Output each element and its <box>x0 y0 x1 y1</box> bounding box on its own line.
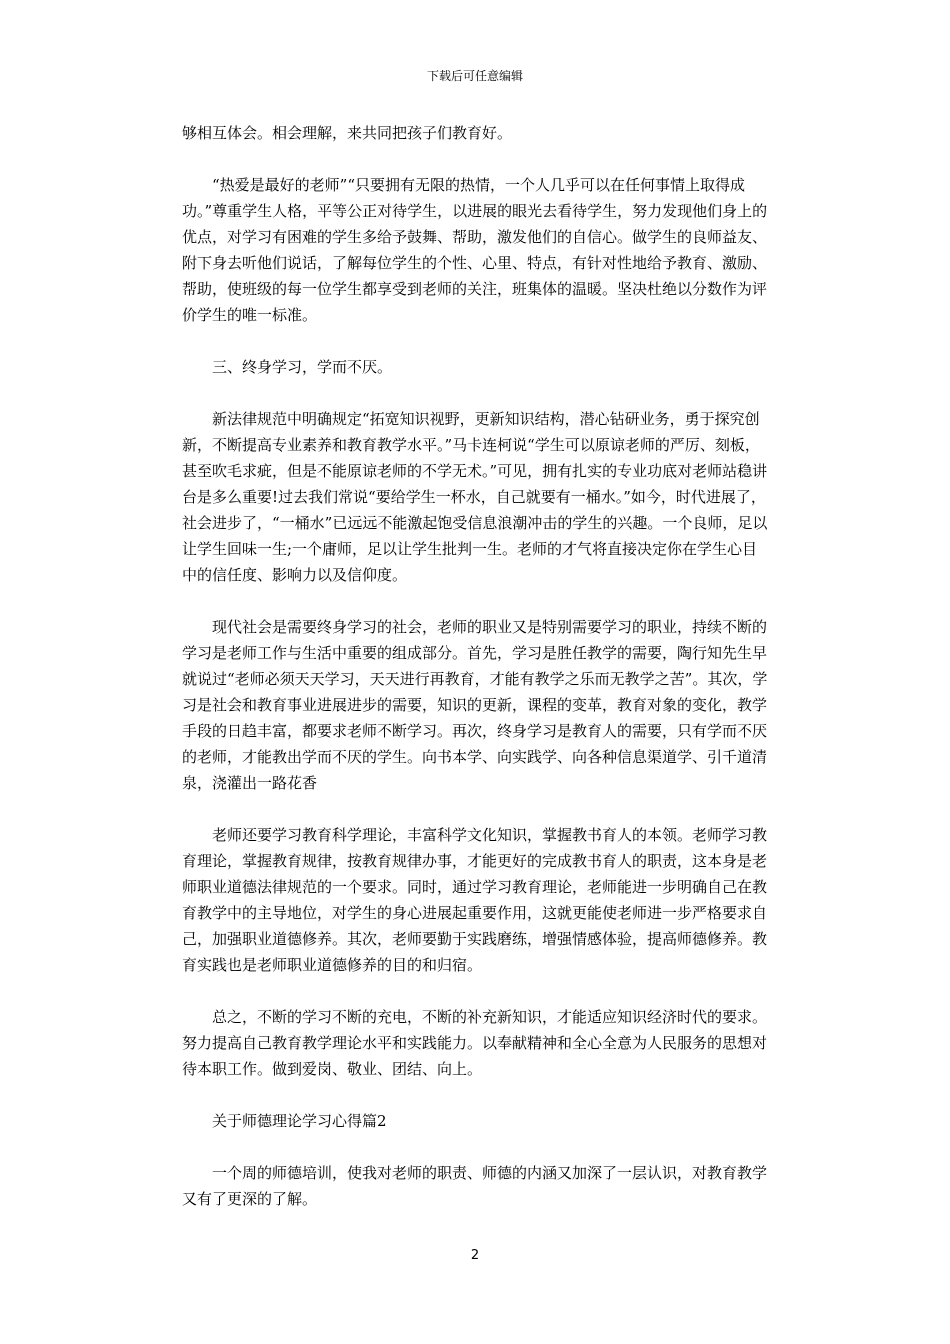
paragraph-4: 新法律规范中明确规定“拓宽知识视野，更新知识结构，潜心钻研业务，勇于探究创新，不断提高专业素养和教育教学水平。”马卡连柯说“学生可以原谅老师的严厉、刻板，甚至吹毛求疵，但是不能原谅老师的不学无术。”可见，拥有扎实的专业功底对老师站稳讲台是多么重要!过去我们常说“要给学生一杯水，自己就要有一桶水。”如今，时代进展了，社会进步了，“一桶水”已远远不能激起饱受信息浪潮冲击的学生的兴趣。一个良师，足以让学生回味一生;一个庸师，足以让学生批判一生。老师的才气将直接决定你在学生心目中的信任度、影响力以及信仰度。 <box>182 410 768 584</box>
page-number: 2 <box>470 1248 480 1263</box>
paragraph-1: 够相互体会。相会理解，来共同把孩子们教育好。 <box>182 124 513 142</box>
paragraph-6: 老师还要学习教育科学理论，丰富科学文化知识，掌握教书育人的本领。老师学习教育理论，掌握教育规律，按教育规律办事，才能更好的完成教书育人的职责，这本身是老师职业道德法律规范的一个要求。同时，通过学习教育理论，老师能进一步明确自己在教育教学中的主导地位，对学生的身心进展起重要作用，这就更能使老师进一步严格要求自己，加强职业道德修养。其次，老师要勤于实践磨练，增强情感体验，提高师德修养。教育实践也是老师职业道德修养的目的和归宿。 <box>182 826 768 974</box>
paragraph-2: “热爱是最好的老师”“只要拥有无限的热情，一个人几乎可以在任何事情上取得成功。”尊重学生人格，平等公正对待学生，以进展的眼光去看待学生，努力发现他们身上的优点，对学习有困难的学生多给予鼓舞、帮助，激发他们的自信心。做学生的良师益友、附下身去听他们说话，了解每位学生的个性、心里、特点，有针对性地给予教育、激励、帮助，使班级的每一位学生都享受到老师的关注，班集体的温暖。坚决杜绝以分数作为评价学生的唯一标准。 <box>182 176 768 324</box>
paragraph-5: 现代社会是需要终身学习的社会，老师的职业又是特别需要学习的职业，持续不断的学习是老师工作与生活中重要的组成部分。首先，学习是胜任教学的需要，陶行知先生早就说过“老师必须天天学习，天天进行再教育，才能有教学之乐而无教学之苦”。其次，学习是社会和教育事业进展进步的需要，知识的更新，课程的变革，教育对象的变化，教学手段的日趋丰富，都要求老师不断学习。再次，终身学习是教育人的需要，只有学而不厌的老师，才能教出学而不厌的学生。向书本学、向实践学、向各种信息渠道学、引千道清泉，浇灌出一路花香 <box>182 618 768 792</box>
page-header: 下载后可任意编辑 <box>426 69 523 83</box>
article-subtitle: 关于师德理论学习心得篇2 <box>212 1112 387 1130</box>
section-heading-3: 三、终身学习，学而不厌。 <box>212 358 393 376</box>
paragraph-9: 一个周的师德培训，使我对老师的职责、师德的内涵又加深了一层认识，对教育教学又有了更深的了解。 <box>182 1164 768 1208</box>
paragraph-7: 总之，不断的学习不断的充电，不断的补充新知识，才能适应知识经济时代的要求。努力提高自己教育教学理论水平和实践能力。以奉献精神和全心全意为人民服务的思想对待本职工作。做到爱岗、敬业、团结、向上。 <box>182 1008 768 1078</box>
document-body <box>182 120 772 1238</box>
